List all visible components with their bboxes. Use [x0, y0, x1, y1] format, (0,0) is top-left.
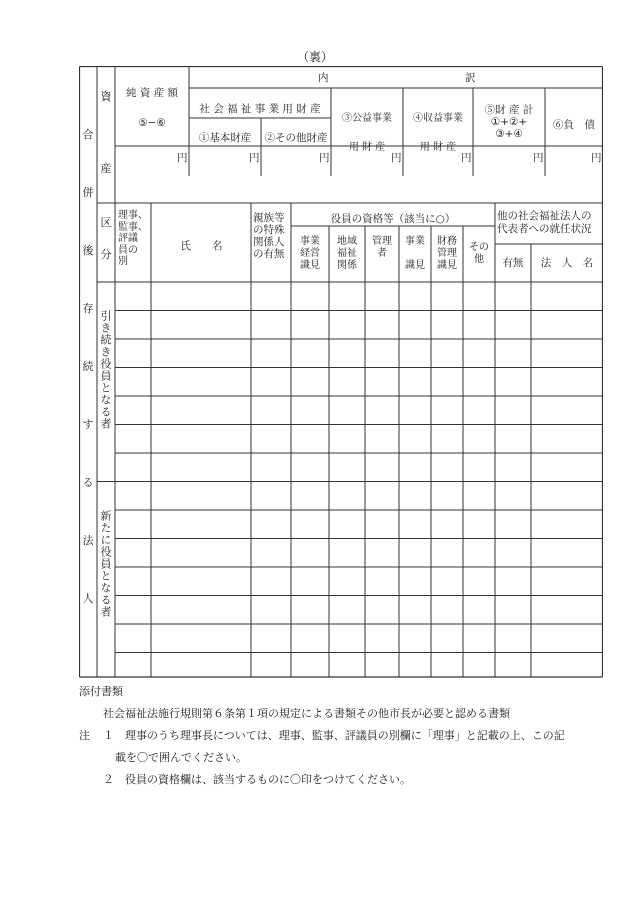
- continuing-officers-group-label: 引き続き役員となる者: [99, 310, 112, 430]
- yen-unit-net-assets: 円: [177, 152, 188, 164]
- property-total-line-1: ①+②+: [490, 116, 528, 128]
- assets-label-char-1: 産: [100, 162, 112, 175]
- qualification-column-0-line-2: 識見: [300, 260, 320, 271]
- title-char-3: 存: [82, 302, 94, 315]
- role-label-line-4: 別: [118, 256, 128, 267]
- public-interest-line-1: 用 財 産: [348, 142, 386, 153]
- qualification-column-1-line-1: 福祉: [337, 248, 357, 259]
- qualification-column-0-line-1: 経営: [300, 248, 320, 259]
- assets-section-label: [97, 88, 115, 176]
- special-relation-line-3: の有無: [253, 248, 285, 260]
- special-relation-line-2: 関係人: [253, 236, 285, 248]
- breakdown-header-left: 内: [318, 72, 329, 84]
- note-prefix: 注: [79, 729, 90, 742]
- category-label-char-0: 区: [100, 216, 112, 229]
- name-column-label: 氏 名: [180, 240, 223, 252]
- title-char-6: る: [82, 476, 94, 489]
- qualification-column-4-line-1: 管理: [437, 248, 457, 259]
- qualification-column-3: [399, 236, 431, 272]
- property-total-line-2: ③+④: [495, 128, 523, 140]
- category-label: [97, 214, 115, 262]
- yen-unit-public-interest: 円: [391, 152, 402, 164]
- qualification-column-2-line-0: 管理: [372, 236, 392, 247]
- role-label-line-3: 員の: [118, 244, 138, 256]
- qualification-column-4-line-0: 財務: [437, 236, 457, 247]
- title-char-7: 法: [82, 534, 94, 547]
- yen-unit-other-property: 円: [319, 152, 330, 164]
- social-welfare-property-label: 社 会 福 祉 事 業 用 財 産: [199, 103, 321, 115]
- yen-unit-profit-business: 円: [461, 152, 472, 164]
- property-total-label: [473, 104, 545, 140]
- note2-text: 役員の資格欄は、該当するものに〇印をつけてください。: [125, 773, 411, 786]
- profit-business-line-1: 用 財 産: [419, 142, 457, 153]
- special-relation-line-1: の特殊: [253, 224, 285, 236]
- title-char-0: 合: [82, 128, 94, 141]
- qualification-column-3-line-0: 事業: [405, 236, 425, 247]
- qualification-column-3-line-2: 識見: [405, 260, 425, 271]
- title-char-5: す: [82, 418, 94, 431]
- yen-unit-basic-property: 円: [249, 152, 260, 164]
- officer-role-label: [118, 210, 150, 268]
- other-corp-header-line-1: 代表者への就任状況: [497, 223, 592, 235]
- title-char-2: 後: [82, 244, 94, 257]
- qualification-column-4-line-2: 識見: [437, 260, 457, 271]
- qualification-column-1-line-0: 地域: [337, 236, 357, 247]
- yen-unit-liabilities: 円: [591, 152, 602, 164]
- new-officers-group-label: 新たに役員となる者: [99, 510, 112, 618]
- qualification-column-1-line-2: 関係: [337, 260, 357, 271]
- basic-property-label: ①基本財産: [198, 132, 252, 144]
- qualification-column-0: [291, 236, 329, 272]
- breakdown-header-right: 訳: [465, 72, 476, 84]
- other-corporation-representative-header: [497, 210, 603, 236]
- net-assets-formula: ⑤−⑥: [138, 117, 166, 129]
- profit-business-line-0: ④収益事業: [413, 113, 463, 124]
- other-corp-header-line-0: 他の社会福祉法人の: [497, 210, 592, 222]
- special-relation-line-0: 親族等: [253, 212, 285, 224]
- public-interest-line-0: ③公益事業: [342, 113, 392, 124]
- property-total-line-0: ⑤財 産 計: [484, 104, 534, 116]
- qualification-column-2-line-1: 者: [377, 248, 387, 259]
- qualification-column-5-line-0: その: [469, 242, 489, 253]
- role-label-line-1: 監事、: [118, 221, 148, 233]
- note1-number: １: [103, 729, 114, 742]
- special-relation-label: [253, 212, 293, 260]
- note1-line1: 理事のうち理事長については、理事、監事、評議員の別欄に「理事」と記載の上、この記: [125, 729, 565, 742]
- assets-label-char-0: 資: [100, 90, 112, 103]
- yen-unit-property-total: 円: [533, 152, 544, 164]
- page-side-label: （裏）: [296, 50, 333, 64]
- title-char-1: 併: [82, 186, 94, 199]
- other-property-label: ②その他財産: [264, 132, 328, 144]
- qualification-column-2: [365, 236, 399, 260]
- qualification-column-1: [329, 236, 365, 272]
- role-label-line-0: 理事、: [118, 210, 148, 221]
- attachments-body: 社会福祉法施行規則第６条第１項の規定による書類その他市長が必要と認める書類: [103, 707, 510, 720]
- surviving-corporation-title: [79, 126, 97, 606]
- attachments-title: 添付書類: [79, 685, 123, 698]
- qualification-column-5: [463, 242, 495, 266]
- liabilities-label: ⑥負 債: [553, 119, 595, 131]
- qualification-column-0-line-0: 事業: [300, 236, 320, 247]
- corporation-name-column-label: 法 人 名: [540, 257, 594, 269]
- note1-line2: 載を〇で囲んでください。: [115, 751, 247, 764]
- qualification-header: 役員の資格等（該当に○）: [330, 213, 456, 225]
- role-label-line-2: 評議: [118, 233, 138, 244]
- qualification-column-5-line-1: 他: [474, 254, 484, 265]
- title-char-8: 人: [82, 592, 94, 605]
- net-assets-label: 純 資 産 額: [125, 87, 178, 99]
- title-char-4: 続: [82, 360, 94, 373]
- qualification-column-4: [431, 236, 463, 272]
- category-label-char-1: 分: [100, 248, 112, 261]
- note2-number: ２: [103, 773, 114, 786]
- qualification-column-3-line-1: [399, 248, 431, 260]
- presence-column-label: 有無: [502, 257, 524, 269]
- merger-form-table: [79, 66, 603, 678]
